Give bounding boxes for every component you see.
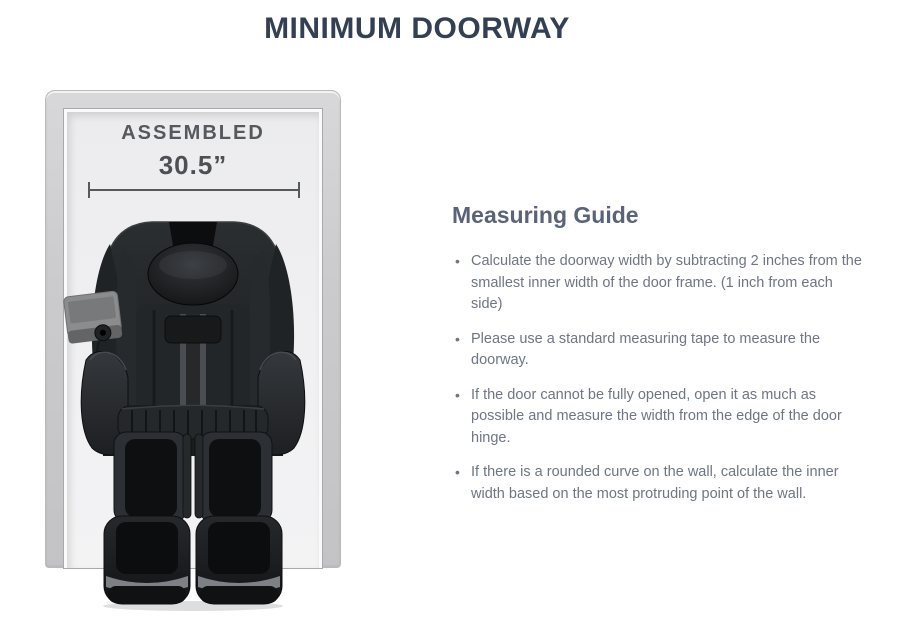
doorway-width-value: 30.5” (158, 150, 228, 180)
guide-list (452, 251, 864, 505)
massage-chair-icon (72, 218, 314, 612)
width-measure-line (88, 182, 300, 198)
page-title: MINIMUM DOORWAY (264, 12, 570, 45)
guide-heading: Measuring Guide (452, 202, 639, 228)
assembled-label: ASSEMBLED (121, 122, 265, 144)
measure-tick-right (298, 182, 300, 198)
guide-bullet: • Calculate the doorway width by subtracting 2 inches from the smallest inner width of the door frame. (1 inch from each side) (452, 251, 864, 316)
guide-bullet: • If there is a rounded curve on the wall, calculate the inner width based on the most protruding point of the wall. (452, 462, 864, 505)
doorway-illustration (45, 90, 341, 568)
guide-bullet: • Please use a standard measuring tape to measure the doorway. (452, 329, 864, 372)
chair-foot-rest (104, 516, 282, 604)
measure-bar (88, 189, 300, 191)
guide-bullet: • If the door cannot be fully opened, open it as much as possible and measure the width from the edge of the door hinge. (452, 385, 864, 450)
measuring-guide-section (452, 202, 864, 518)
